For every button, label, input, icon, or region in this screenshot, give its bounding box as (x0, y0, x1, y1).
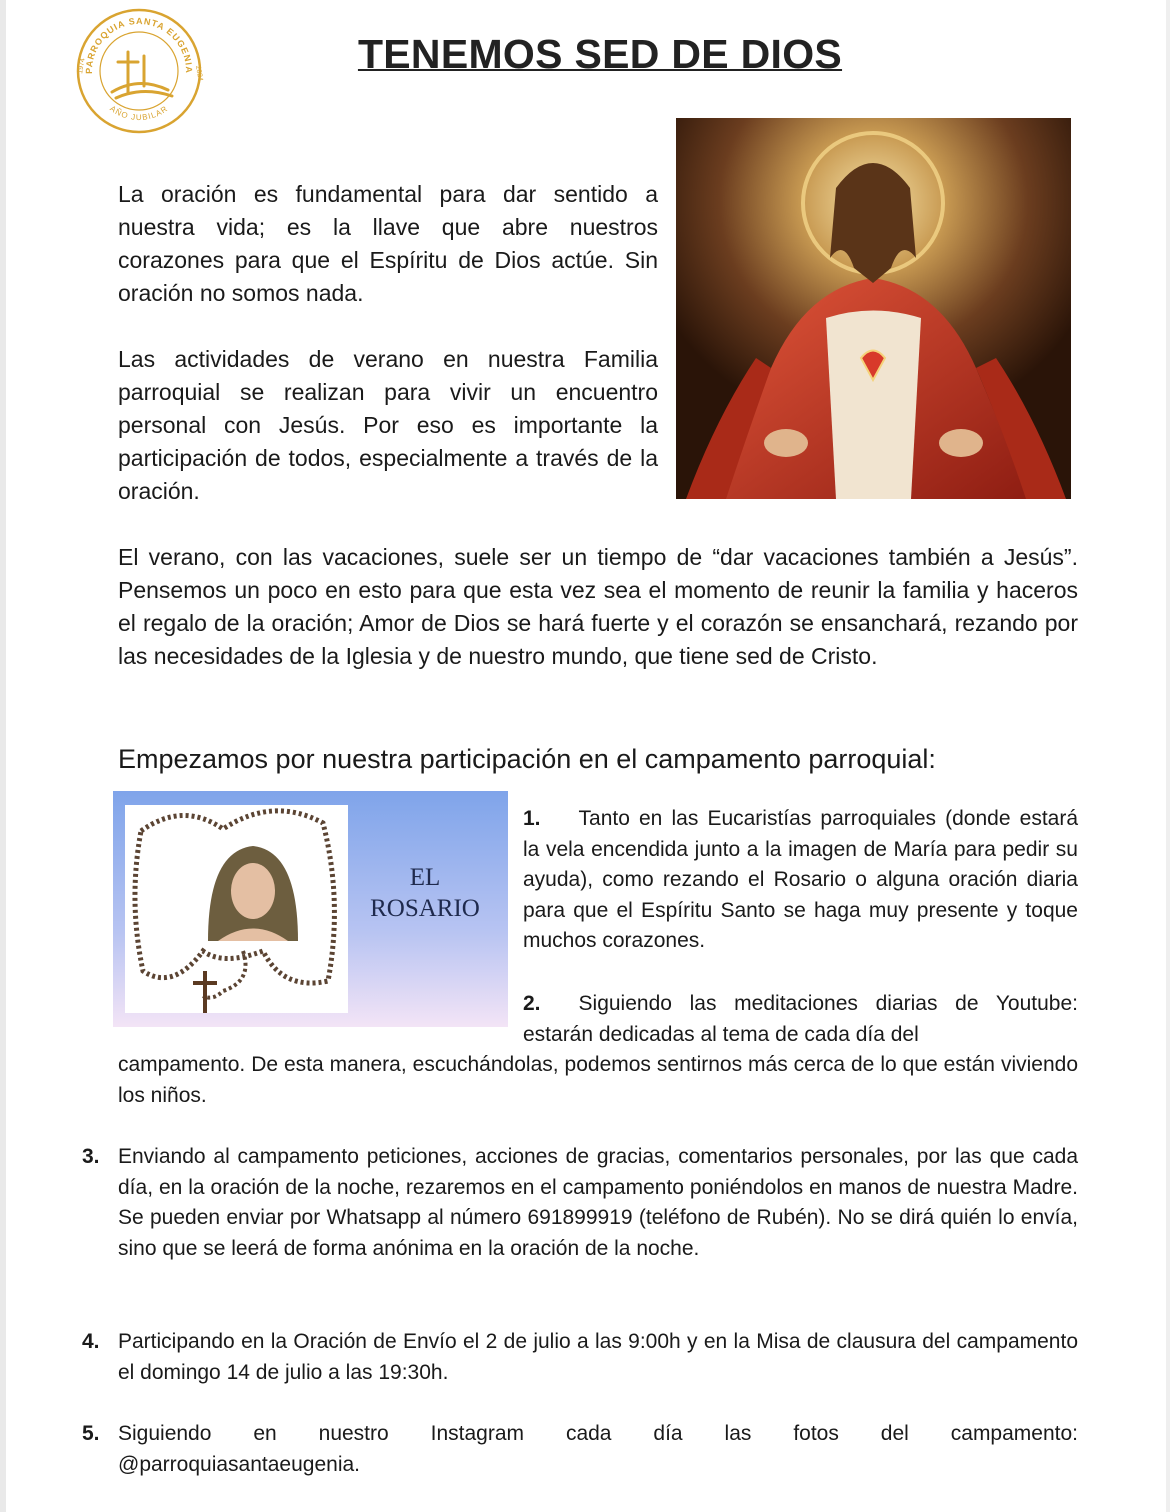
logo-year-left: 1974 (77, 57, 87, 75)
list-item-1 (523, 804, 1078, 957)
logo-cross-icon (112, 52, 172, 98)
svg-text:AÑO JUBILAR (108, 104, 169, 122)
logo-year-right: 2024 (194, 65, 204, 82)
intro-paragraph-3: El verano, con las vacaciones, suele ser un tiempo de “dar vacaciones también a Jesús”. Pensemos un poco en esto para que esta vez sea el momento de reunir la familia y haceros el regalo de la oración; Amor de Dios se hará fuerte y el corazón se ensanchará, rezando por las necesidades de la Iglesia y de nuestro mundo, que tiene sed de Cristo. (118, 544, 1078, 669)
section-heading: Empezamos por nuestra participación en el campamento parroquial: (118, 744, 936, 774)
list-item-1-number: 1. (523, 807, 541, 830)
logo-ring-bottom-text: AÑO JUBILAR (108, 103, 170, 123)
intro-paragraph-1: La oración es fundamental para dar sentido a nuestra vida; es la llave que abre nuestros corazones para que el Espíritu de Dios actúe. Sin oración no somos nada. (118, 181, 658, 306)
list-item-5-number: 5. (82, 1422, 100, 1445)
list-item-5-text-a: Siguiendo en nuestro Instagram cada día las fotos del campamento: (118, 1422, 1078, 1445)
intro-paragraph-2: Las actividades de verano en nuestra Familia parroquial se realizan para vivir un encuentro personal con Jesús. Por eso es importante la participación de todos, especialmente a través de la oración. (118, 346, 658, 504)
list-item-2 (523, 989, 1078, 1050)
list-item-5-instagram-handle: @parroquiasantaeugenia. (118, 1453, 360, 1476)
list-item-2-text-a: Siguiendo las meditaciones diarias de Youtube: estarán dedicadas al tema de cada día del (523, 992, 1078, 1046)
page-right-edge (1166, 0, 1170, 1512)
list-item-2-number: 2. (523, 992, 541, 1015)
el-rosario-image (113, 791, 508, 1027)
list-item-3-text: Enviando al campamento peticiones, acciones de gracias, comentarios personales, por las que cada día, en la oración de la noche, rezaremos en el campamento poniéndolos en manos de nuestra Madre. Se pueden enviar por Whatsapp al número 691899919 (teléfono de Rubén). No se dirá quién lo envía, sino que se leerá de forma anónima en la oración de la noche. (118, 1145, 1078, 1260)
list-item-1-text: Tanto en las Eucaristías parroquiales (donde estará la vela encendida junto a la imagen de María para pedir su ayuda), como rezando el Rosario o alguna oración diaria para que el Espíritu Santo se haga muy presente y toque muchos corazones. (523, 807, 1078, 952)
page-title: TENEMOS SED DE DIOS (357, 31, 843, 78)
list-item-4-number: 4. (82, 1330, 100, 1353)
list-item-2-continuation: campamento. De esta manera, escuchándolas, podemos sentirnos más cerca de lo que están viviendo los niños. (118, 1053, 1078, 1107)
page-left-edge (0, 0, 6, 1512)
list-item-4-text: Participando en la Oración de Envío el 2 de julio a las 9:00h y en la Misa de clausura del campamento el domingo 14 de julio a las 19:30h. (118, 1330, 1078, 1384)
logo-ring-top-text: PARROQUIA SANTA EUGENIA (83, 15, 195, 74)
sacred-heart-jesus-image (676, 118, 1071, 499)
rosario-line-2: ROSARIO (370, 895, 480, 922)
parish-jubilee-logo (72, 4, 206, 138)
list-item-3-number: 3. (82, 1145, 100, 1168)
rosario-line-1: EL (409, 864, 441, 891)
